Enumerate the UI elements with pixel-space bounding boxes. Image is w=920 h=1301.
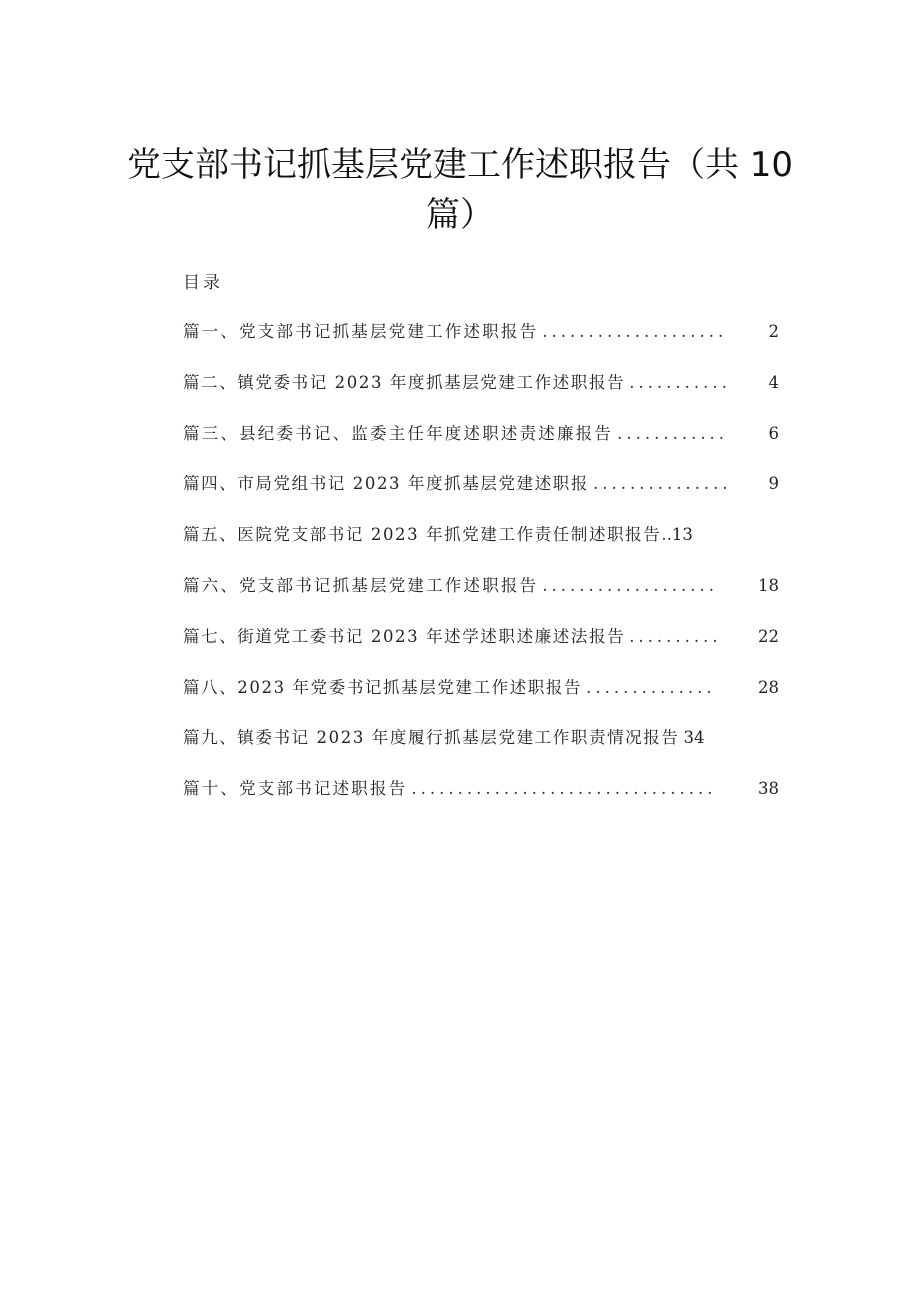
toc-page-number: 38: [758, 779, 779, 799]
toc-page-number: 22: [758, 626, 779, 646]
toc-page-number: 6: [768, 423, 779, 443]
toc-entry-1[interactable]: [183, 320, 779, 371]
toc-dot-leader: ....................: [542, 322, 728, 341]
toc-entry-label: 篇六、党支部书记抓基层党建工作述职报告: [183, 575, 539, 595]
toc-heading: 目录: [183, 273, 223, 293]
toc-entry-label: 篇一、党支部书记抓基层党建工作述职报告: [183, 322, 539, 341]
toc-dot-leader: .................................: [411, 779, 717, 799]
toc-dot-leader: ............: [617, 423, 729, 443]
toc-dot-leader: ...........: [629, 372, 731, 392]
toc-entry-8[interactable]: [183, 676, 779, 727]
toc-entry-3[interactable]: [183, 422, 779, 473]
toc-dot-leader: ...................: [542, 575, 718, 595]
document-title: [120, 140, 800, 240]
toc-entry-5[interactable]: [183, 523, 779, 574]
toc-dot-leader: ..........: [629, 626, 722, 646]
title-line-2: 篇）: [426, 195, 494, 235]
toc-entry-10[interactable]: [183, 777, 779, 828]
toc-page-number: 34: [683, 728, 705, 748]
toc-entry-2[interactable]: [183, 371, 779, 422]
toc-page-number: 18: [758, 575, 779, 595]
toc-entry-label: 篇八、2023 年党委书记抓基层党建工作述职报告: [183, 677, 583, 697]
toc-dot-leader: ..: [661, 525, 672, 545]
toc-entry-label: 篇十、党支部书记述职报告: [183, 779, 408, 799]
table-of-contents: [183, 320, 779, 828]
title-line-1: 党支部书记抓基层党建工作述职报告（共 10: [126, 145, 794, 185]
toc-entry-label: 篇五、医院党支部书记 2023 年抓党建工作责任制述职报告: [183, 525, 662, 545]
toc-dot-leader: ...............: [592, 474, 732, 494]
toc-page-number: 4: [768, 372, 779, 392]
toc-entry-label: 篇九、镇委书记 2023 年度履行抓基层党建工作职责情况报告: [183, 728, 680, 748]
toc-entry-6[interactable]: [183, 574, 779, 625]
toc-entry-9[interactable]: [183, 726, 779, 777]
toc-entry-4[interactable]: [183, 472, 779, 523]
toc-page-number: 13: [671, 525, 693, 545]
toc-entry-label: 篇二、镇党委书记 2023 年度抓基层党建工作述职报告: [183, 372, 626, 392]
toc-entry-label: 篇四、市局党组书记 2023 年度抓基层党建述职报: [183, 474, 589, 494]
toc-page-number: 2: [768, 322, 779, 341]
toc-entry-label: 篇七、街道党工委书记 2023 年述学述职述廉述法报告: [183, 626, 626, 646]
toc-page-number: 9: [768, 474, 779, 494]
toc-page-number: 28: [758, 677, 779, 697]
toc-entry-label: 篇三、县纪委书记、监委主任年度述职述责述廉报告: [183, 423, 614, 443]
toc-entry-7[interactable]: [183, 625, 779, 676]
toc-dot-leader: ..............: [586, 677, 716, 697]
